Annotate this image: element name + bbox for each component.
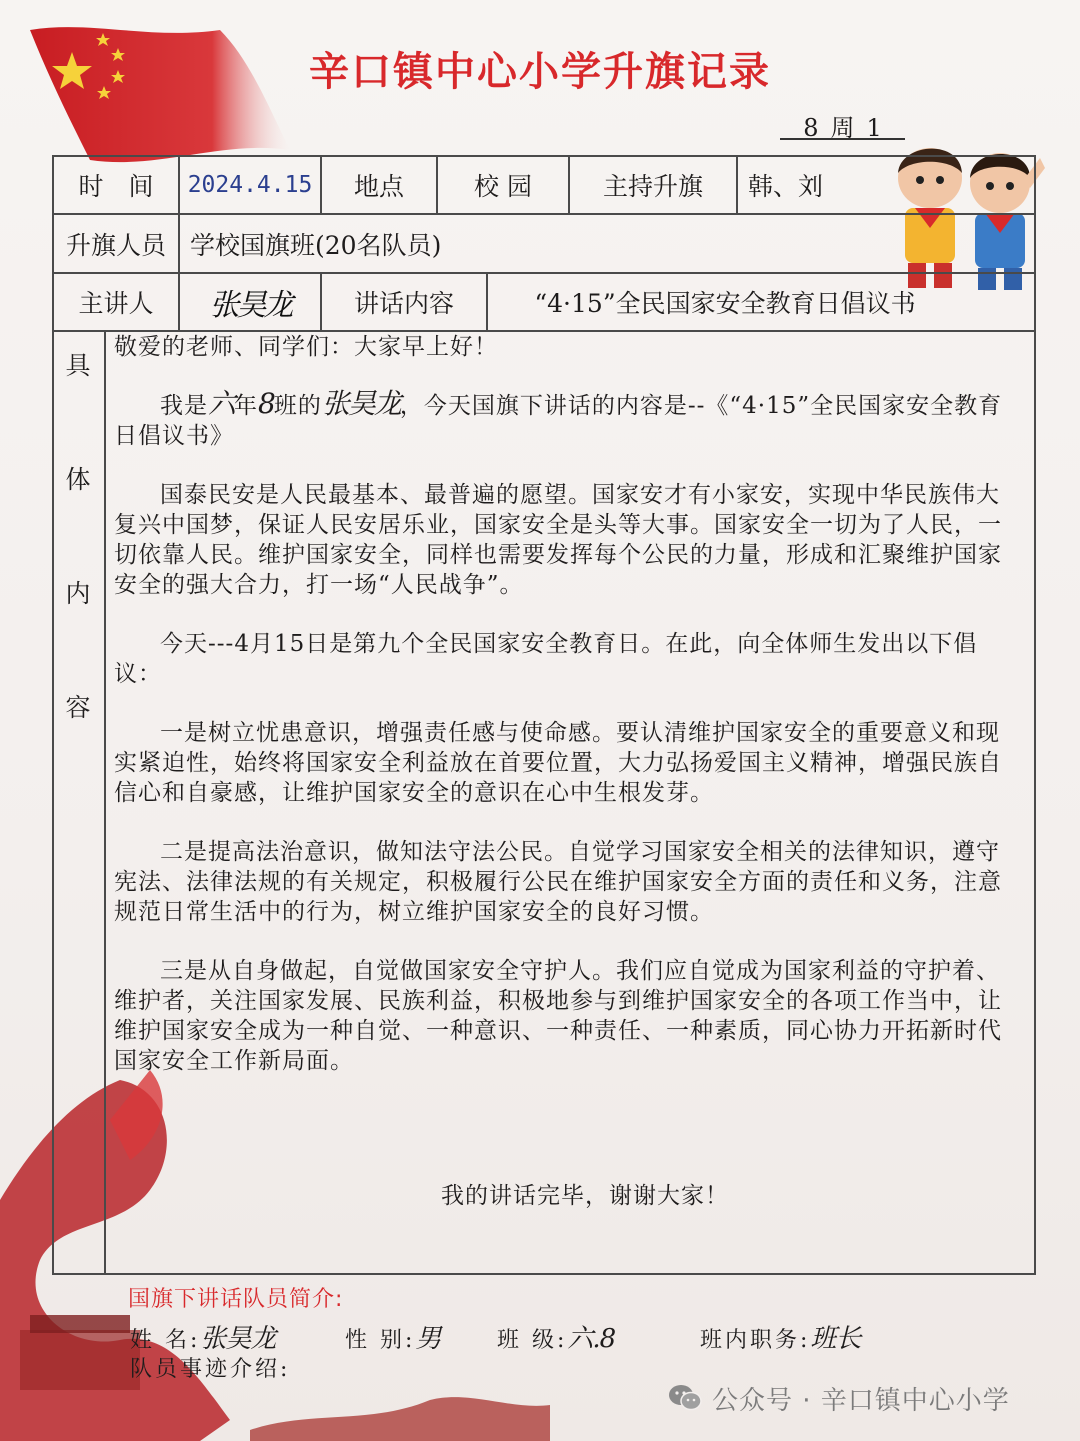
speaker-label: 主讲人 bbox=[78, 289, 154, 318]
handwritten-grade: 六 bbox=[208, 387, 235, 420]
intro-text: 班的 bbox=[273, 393, 322, 419]
name-label: 姓 名: bbox=[130, 1328, 201, 1353]
host-label: 主持升旗 bbox=[602, 172, 703, 201]
place-value: 校 园 bbox=[474, 172, 532, 201]
wechat-icon bbox=[668, 1383, 702, 1413]
handwritten-name: 张昊龙 bbox=[321, 387, 400, 420]
topic-value: “4·15”全民国家安全教育日倡议书 bbox=[534, 289, 916, 318]
great-wall-decoration bbox=[250, 1370, 550, 1441]
raisers-label: 升旗人员 bbox=[65, 230, 166, 260]
content-label-char: 体 bbox=[65, 465, 91, 494]
intro-text: 我是 bbox=[160, 393, 208, 419]
topic-label: 讲话内容 bbox=[353, 289, 454, 318]
week-indicator bbox=[780, 108, 905, 140]
week-number: 8 bbox=[803, 114, 819, 142]
col-divider bbox=[736, 155, 738, 213]
role-field bbox=[700, 1318, 860, 1355]
speech-paragraph: 一是树立忧患意识，增强责任感与使命感。要认清维护国家安全的重要意义和现实紧迫性，始终将国家安全利益放在首要位置，大力弘扬爱国主义精神，增强民族自信心和自豪感，让维护国家安全的意识在心中生根发芽。 bbox=[114, 720, 1002, 806]
class-field bbox=[497, 1318, 615, 1355]
watermark-text: 公众号 · 辛口镇中心小学 bbox=[712, 1385, 1010, 1416]
host-value: 韩、刘 bbox=[748, 172, 824, 201]
role-label: 班内职务: bbox=[700, 1328, 811, 1353]
raisers-value: 学校国旗班(20名队员) bbox=[190, 230, 442, 260]
role-value: 班长 bbox=[810, 1324, 861, 1354]
content-label-char: 具 bbox=[65, 351, 91, 380]
name-value: 张昊龙 bbox=[200, 1324, 276, 1354]
speech-paragraph: 二是提高法治意识，做知法守法公民。自觉学习国家安全相关的法律知识，遵守宪法、法律法规的有关规定，积极履行公民在维护国家安全方面的责任和义务，注意规范日常生活中的行为，树立维护国家安全的良好习惯。 bbox=[114, 839, 1002, 925]
speaker-signature: 张昊龙 bbox=[209, 288, 291, 323]
gender-value: 男 bbox=[415, 1324, 441, 1354]
content-label-char: 内 bbox=[65, 579, 91, 608]
week-day: 1 bbox=[866, 114, 882, 142]
page-title: 辛口镇中心小学升旗记录 bbox=[309, 49, 771, 95]
wechat-watermark bbox=[668, 1380, 1010, 1416]
speech-closing: 我的讲话完毕，谢谢大家！ bbox=[441, 1183, 729, 1209]
speech-intro bbox=[114, 389, 1022, 451]
gender-field bbox=[345, 1318, 440, 1355]
speech-paragraph: 今天---4月15日是第九个全民国家安全教育日。在此，向全体师生发出以下倡议： bbox=[114, 631, 978, 687]
class-value: 六.8 bbox=[567, 1324, 616, 1354]
place-label: 地点 bbox=[353, 172, 404, 201]
speech-paragraph: 三是从自身做起，自觉做国家安全守护人。我们应自觉成为国家利益的守护着、维护者，关注国家发展、民族利益，积极地参与到维护国家安全的各项工作当中，让维护国家安全成为一种自觉、一种意识、一种责任、一种素质，同心协力开拓新时代国家安全工作新局面。 bbox=[114, 958, 1002, 1074]
class-label: 班 级: bbox=[497, 1328, 568, 1353]
time-label: 时 间 bbox=[78, 172, 154, 201]
speech-body bbox=[114, 332, 1022, 1105]
speech-paragraph: 国泰民安是人民最基本、最普遍的愿望。国家安才有小家安，实现中华民族伟大复兴中国梦，保证人民安居乐业，国家安全是头等大事。国家安全一切为了人民，一切依靠人民。维护国家安全，同样也需要发挥每个公民的力量，形成和汇聚维护国家安全的强大合力，打一场“人民战争”。 bbox=[114, 482, 1002, 598]
content-label-char: 容 bbox=[65, 693, 91, 722]
deeds-label: 队员事迹介绍: bbox=[130, 1357, 291, 1382]
col-divider bbox=[104, 330, 106, 1275]
week-unit: 周 bbox=[830, 114, 855, 142]
name-field bbox=[130, 1318, 275, 1355]
intro-text: ，今天国旗下讲话的内容是--《“4·15”全民国家安全教育日倡议书》 bbox=[114, 393, 1003, 449]
speech-greeting: 敬爱的老师、同学们：大家早上好！ bbox=[114, 334, 498, 360]
gender-label: 性 别: bbox=[345, 1328, 416, 1353]
intro-text: 年 bbox=[234, 393, 259, 419]
date-value: 2024.4.15 bbox=[187, 172, 313, 198]
handwritten-class: 8 bbox=[258, 387, 274, 420]
speaker-intro-title: 国旗下讲话队员简介: bbox=[128, 1287, 344, 1312]
